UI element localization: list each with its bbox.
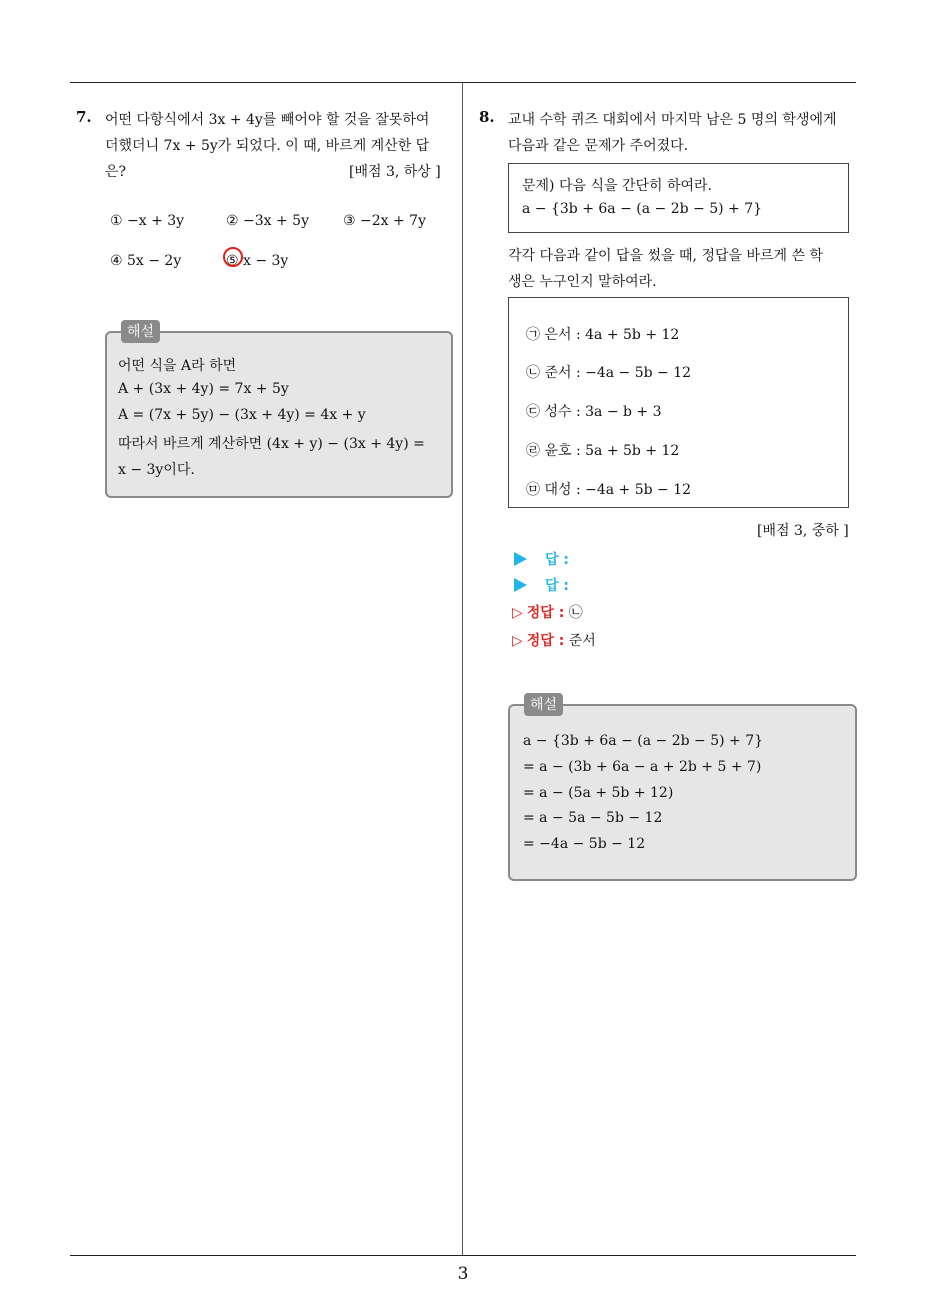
q7-choice-3[interactable]: ③ −2x + 7y bbox=[343, 213, 426, 229]
q8-option-1: ㉠ 은서 : 4a + 5b + 12 bbox=[526, 327, 680, 343]
correct-answer-2: 준서 bbox=[568, 633, 596, 649]
q7-line-3: 은? bbox=[105, 164, 127, 180]
q7-solution-tag: 해설 bbox=[121, 320, 160, 343]
q7-line-1: 어떤 다항식에서 3x + 4y를 빼어야 할 것을 잘못하여 bbox=[105, 112, 430, 128]
play-triangle-icon bbox=[514, 578, 527, 592]
q8-solution-line-1: a − {3b + 6a − (a − 2b − 5) + 7} bbox=[523, 733, 764, 749]
q8-correct-row-2 bbox=[512, 630, 596, 650]
q7-line-2: 더했더니 7x + 5y가 되었다. 이 때, 바르게 계산한 답 bbox=[105, 138, 430, 154]
q8-answer-row-1[interactable] bbox=[514, 549, 569, 569]
q8-line-1: 교내 수학 퀴즈 대회에서 마지막 남은 5 명의 학생에게 bbox=[508, 112, 837, 128]
answer-label: 답 : bbox=[545, 578, 569, 594]
q8-problem-line-1: 문제) 다음 식을 간단히 하여라. bbox=[522, 178, 713, 194]
q8-solution-line-2: = a − (3b + 6a − a + 2b + 5 + 7) bbox=[523, 759, 762, 775]
q8-option-5: ㉤ 대성 : −4a + 5b − 12 bbox=[526, 482, 692, 498]
correct-label: 정답 : bbox=[526, 605, 565, 621]
q7-solution-line-2: A + (3x + 4y) = 7x + 5y bbox=[118, 381, 289, 397]
correct-answer-1: ㉡ bbox=[568, 605, 583, 621]
q7-choice-2[interactable]: ② −3x + 5y bbox=[226, 213, 309, 229]
q7-choice-1[interactable]: ① −x + 3y bbox=[110, 213, 185, 229]
q8-solution-tag: 해설 bbox=[524, 693, 563, 716]
q8-option-2: ㉡ 준서 : −4a − 5b − 12 bbox=[526, 365, 692, 381]
answer-circle-mark bbox=[223, 247, 243, 267]
q8-option-4: ㉣ 윤호 : 5a + 5b + 12 bbox=[526, 443, 680, 459]
play-triangle-icon bbox=[514, 552, 527, 566]
bottom-rule bbox=[70, 1255, 856, 1256]
q7-choice-4[interactable]: ④ 5x − 2y bbox=[110, 253, 182, 269]
column-divider bbox=[462, 83, 463, 1255]
q8-answer-row-2[interactable] bbox=[514, 575, 569, 595]
q8-problem-box bbox=[508, 163, 849, 233]
q8-instruction-line-2: 생은 누구인지 말하여라. bbox=[508, 274, 657, 290]
answer-label: 답 : bbox=[545, 552, 569, 568]
q8-line-2: 다음과 같은 문제가 주어졌다. bbox=[508, 138, 689, 154]
q8-solution-line-4: = a − 5a − 5b − 12 bbox=[523, 810, 663, 826]
outline-triangle-icon: ▷ bbox=[512, 605, 523, 621]
q8-solution-line-5: = −4a − 5b − 12 bbox=[523, 836, 646, 852]
q7-grade: [배점 3, 하상 ] bbox=[349, 164, 441, 180]
top-rule bbox=[70, 82, 856, 83]
q7-solution-line-3: A = (7x + 5y) − (3x + 4y) = 4x + y bbox=[118, 407, 366, 423]
q8-correct-row-1 bbox=[512, 602, 583, 622]
q7-solution-line-4: 따라서 바르게 계산하면 (4x + y) − (3x + 4y) = bbox=[118, 436, 425, 452]
correct-label: 정답 : bbox=[526, 633, 565, 649]
q8-instruction-line-1: 각각 다음과 같이 답을 썼을 때, 정답을 바르게 쓴 학 bbox=[508, 248, 823, 264]
q8-problem-line-2: a − {3b + 6a − (a − 2b − 5) + 7} bbox=[522, 201, 763, 217]
q8-grade: [배점 3, 중하 ] bbox=[757, 523, 849, 539]
q8-option-3: ㉢ 성수 : 3a − b + 3 bbox=[526, 404, 662, 420]
q7-choice-5[interactable]: ⑤ x − 3y bbox=[226, 253, 289, 269]
q7-solution-line-5: x − 3y이다. bbox=[118, 462, 195, 478]
q7-number: 7. bbox=[76, 108, 92, 126]
q7-solution-line-1: 어떤 식을 A라 하면 bbox=[118, 358, 237, 374]
page-number: 3 bbox=[457, 1264, 469, 1284]
outline-triangle-icon: ▷ bbox=[512, 633, 523, 649]
q8-solution-line-3: = a − (5a + 5b + 12) bbox=[523, 785, 674, 801]
q8-number: 8. bbox=[479, 108, 495, 126]
